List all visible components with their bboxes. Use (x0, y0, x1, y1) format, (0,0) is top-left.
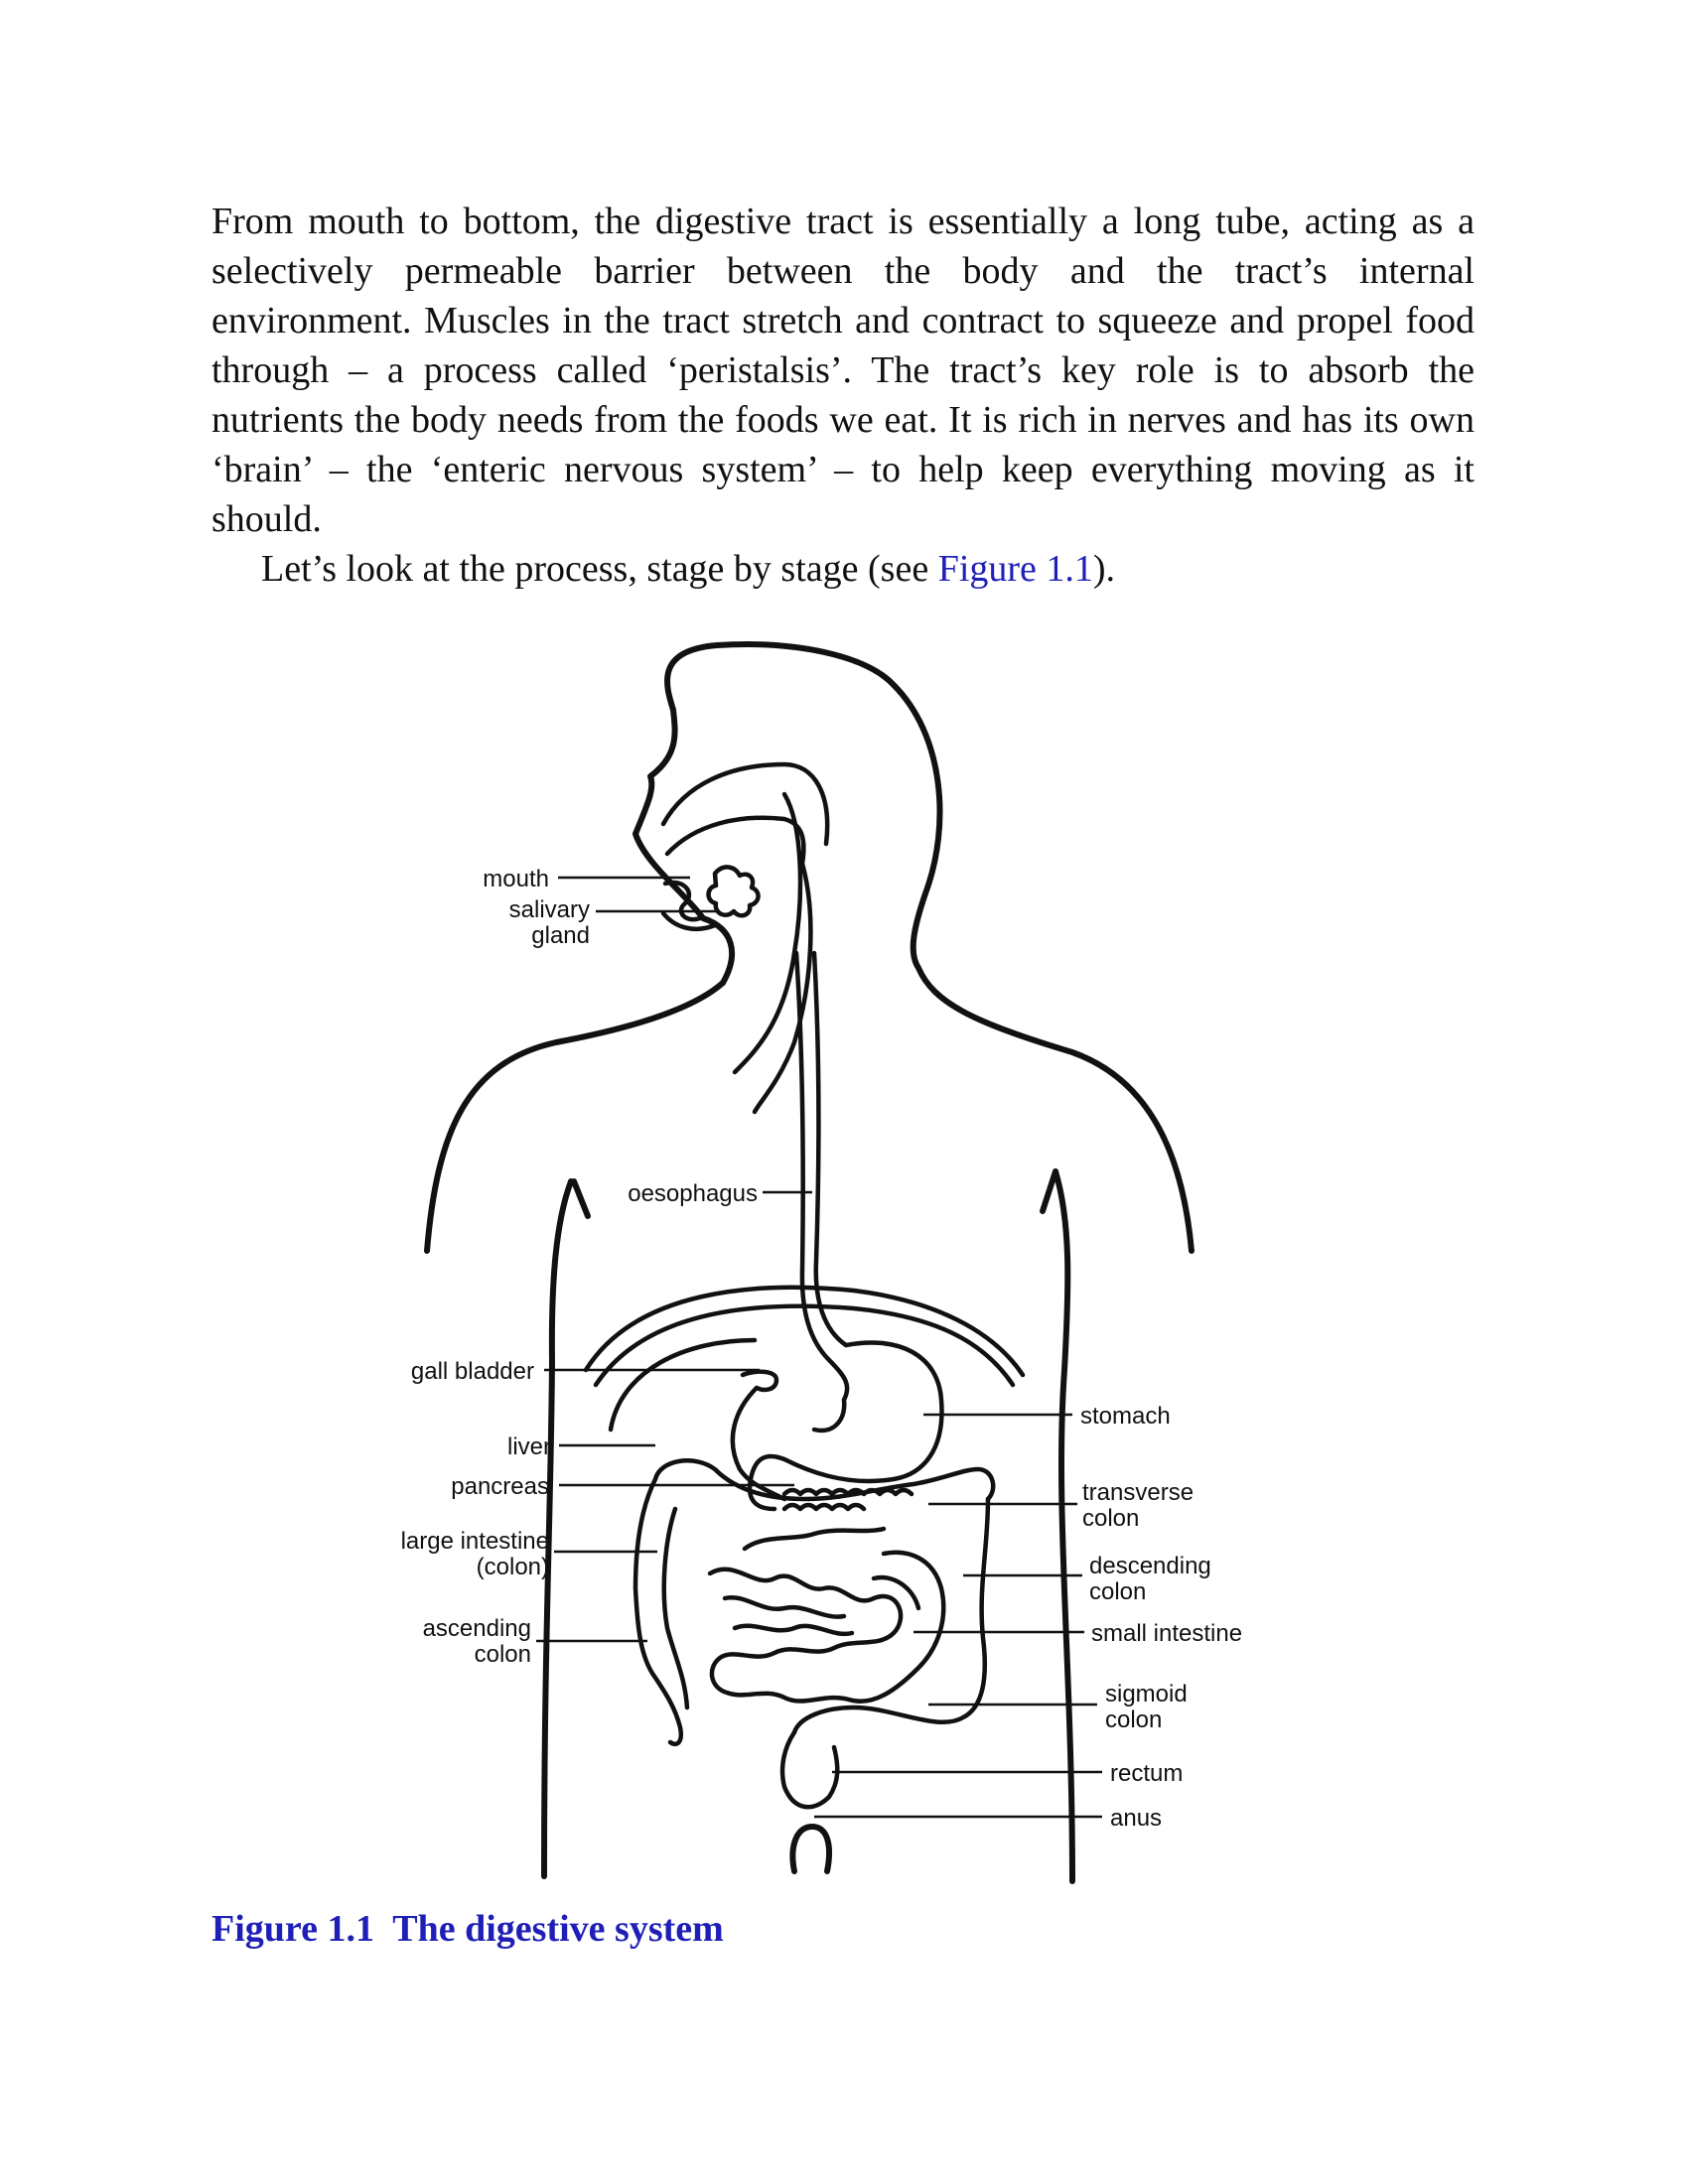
label-transverse-colon-line2: colon (1082, 1505, 1140, 1532)
label-pancreas: pancreas (451, 1473, 549, 1500)
figure-caption: Figure 1.1 The digestive system (211, 1908, 724, 1950)
label-ascending-colon-line2: colon (474, 1641, 531, 1668)
label-salivary-gland-line2: gland (531, 922, 590, 949)
paragraph-text-end: ). (1092, 548, 1116, 590)
body-outline (427, 644, 1195, 1881)
left-labels (401, 866, 758, 1668)
label-salivary-gland-line1: salivary (508, 896, 590, 923)
label-rectum: rectum (1110, 1760, 1184, 1787)
label-large-intestine-line2: (colon) (476, 1554, 549, 1580)
label-liver: liver (506, 1433, 551, 1460)
paragraph-text-start: Let’s look at the process, stage by stage (see (261, 548, 938, 590)
label-stomach: stomach (1080, 1403, 1171, 1430)
label-transverse-colon-line1: transverse (1082, 1479, 1195, 1506)
label-sigmoid-colon-line2: colon (1105, 1706, 1163, 1733)
label-oesophagus: oesophagus (628, 1180, 758, 1207)
figure-1-1-link[interactable]: Figure 1.1 (937, 548, 1093, 590)
label-small-intestine: small intestine (1091, 1620, 1243, 1647)
label-anus: anus (1110, 1805, 1163, 1832)
label-ascending-colon-line1: ascending (422, 1615, 531, 1642)
organ-drawing (586, 764, 1023, 1807)
label-descending-colon-line1: descending (1089, 1553, 1211, 1579)
label-large-intestine-line1: large intestine (400, 1528, 549, 1555)
digestive-system-figure (377, 635, 1271, 1896)
body-paragraph: From mouth to bottom, the digestive tract is essentially a long tube, acting as a selectively permeable barrier between the body and the tract’s internal environment. Muscles in the tract stretch and contract to squeeze and propel food through – a process called ‘peristalsis’. The tract’s key role is to absorb the nutrients the body needs from the foods we eat. It is rich in nerves and has its own ‘brain’ – the ‘enteric nervous system’ – to help keep everything moving as it should. (211, 201, 1475, 540)
figure-reference-paragraph (261, 544, 1475, 594)
label-sigmoid-colon-line1: sigmoid (1105, 1681, 1188, 1707)
label-descending-colon-line2: colon (1089, 1578, 1147, 1605)
digestive-system-diagram (377, 635, 1271, 1896)
right-labels (1080, 1403, 1242, 1832)
label-gall-bladder: gall bladder (410, 1358, 534, 1385)
label-mouth: mouth (483, 866, 549, 892)
